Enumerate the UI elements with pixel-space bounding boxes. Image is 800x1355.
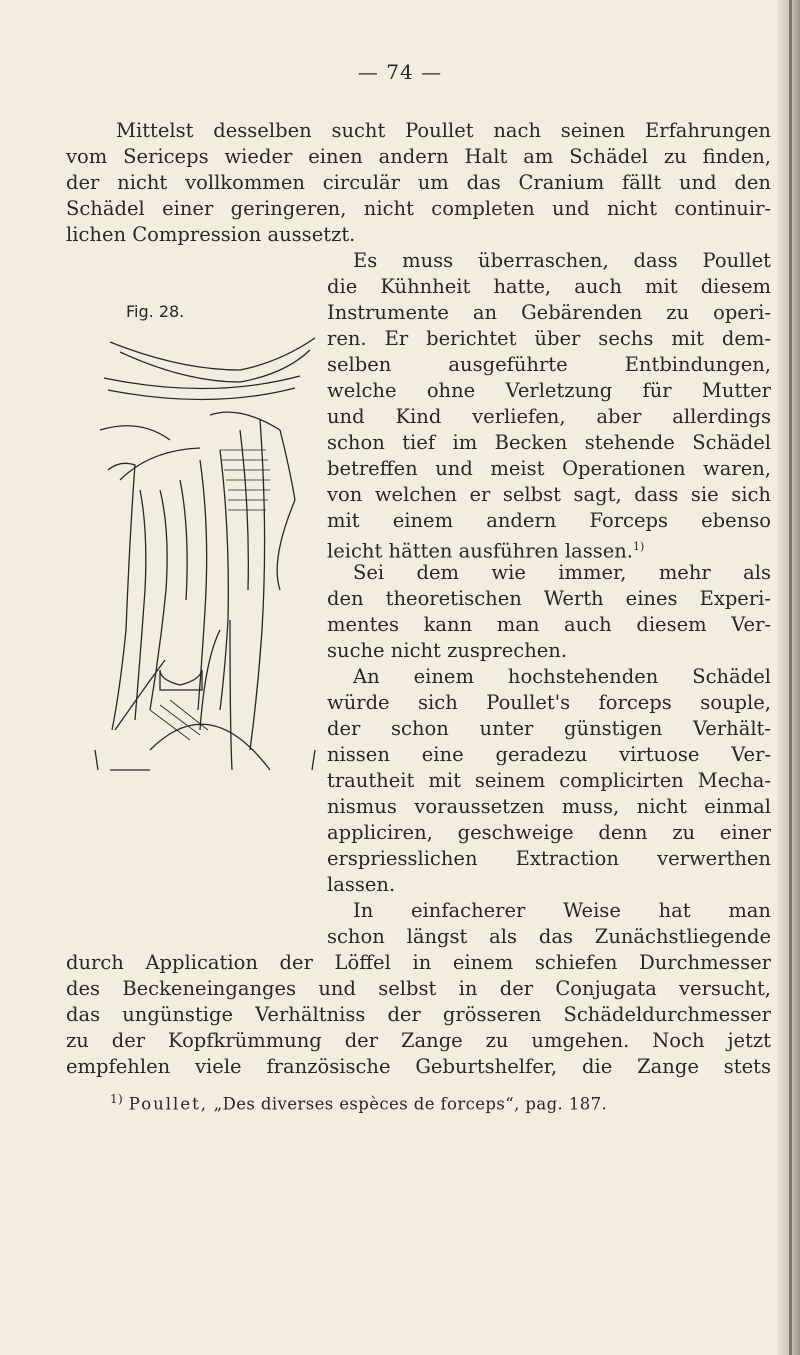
page-edge-shadow	[789, 0, 792, 1355]
text-line: lassen.	[327, 873, 396, 896]
footnote-text: „Des diverses espèces de forceps“, pag. 187.	[213, 1094, 608, 1114]
text-line: Instrumente an Gebärenden zu operi-	[327, 301, 771, 324]
text-line: nismus voraussetzen muss, nicht einmal	[327, 795, 771, 818]
text-line: lichen Compression aussetzt.	[66, 223, 356, 246]
footnote-marker: 1)	[110, 1092, 124, 1106]
text-line: der nicht vollkommen circulär um das Cranium fällt und den	[66, 171, 771, 194]
text-line: ren. Er berichtet über sechs mit dem-	[327, 327, 771, 350]
text-line: zu der Kopfkrümmung der Zange zu umgehen. Noch jetzt	[66, 1029, 771, 1052]
text-line: Schädel einer geringeren, nicht completen und nicht continuir-	[66, 197, 771, 220]
text-line: mit einem andern Forceps ebenso	[327, 509, 771, 532]
text-line: und Kind verliefen, aber allerdings	[327, 405, 771, 428]
footnote-reference: 1)	[633, 540, 645, 553]
text-line: In einfacherer Weise hat man	[353, 899, 771, 922]
text-line: betreffen und meist Operationen waren,	[327, 457, 771, 480]
text-line: appliciren, geschweige denn zu einer	[327, 821, 771, 844]
page-number: — 74 —	[357, 60, 443, 84]
text-line: leicht hätten ausführen lassen.$^{1)}$	[327, 539, 645, 563]
text-line: suche nicht zusprechen.	[327, 639, 568, 662]
text-line: den theoretischen Werth eines Experi-	[327, 587, 771, 610]
text-line: trautheit mit seinem complicirten Mecha-	[327, 769, 771, 792]
text-line: schon tief im Becken stehende Schädel	[327, 431, 771, 454]
text-line: Mittelst desselben sucht Poullet nach seinen Erfahrungen	[116, 119, 771, 142]
text-line: schon längst als das Zunächstliegende	[327, 925, 771, 948]
text-line: durch Application der Löffel in einem schiefen Durchmesser	[66, 951, 771, 974]
forceps-illustration	[90, 330, 320, 772]
text-line: welche ohne Verletzung für Mutter	[327, 379, 771, 402]
text-line: des Beckeneinganges und selbst in der Conjugata versucht,	[66, 977, 771, 1000]
text-line: Sei dem wie immer, mehr als	[353, 561, 771, 584]
text-line: selben ausgeführte Entbindungen,	[327, 353, 771, 376]
text-line: empfehlen viele französische Geburtshelfer, die Zange stets	[66, 1055, 771, 1078]
text-line: mentes kann man auch diesem Ver-	[327, 613, 771, 636]
figure-caption: Fig. 28.	[126, 302, 185, 321]
text-line: das ungünstige Verhältniss der grösseren Schädeldurchmesser	[66, 1003, 771, 1026]
text-line: Es muss überraschen, dass Poullet	[353, 249, 771, 272]
text-line: vom Sericeps wieder einen andern Halt am Schädel zu finden,	[66, 145, 771, 168]
text-line: die Kühnheit hatte, auch mit diesem	[327, 275, 771, 298]
text-line: nissen eine geradezu virtuose Ver-	[327, 743, 771, 766]
footnote	[110, 1092, 770, 1114]
text-line: erspriesslichen Extraction verwerthen	[327, 847, 771, 870]
text-line: würde sich Poullet's forceps souple,	[327, 691, 771, 714]
text-line: von welchen er selbst sagt, dass sie sich	[327, 483, 771, 506]
text-line: An einem hochstehenden Schädel	[353, 665, 771, 688]
text-line: der schon unter günstigen Verhält-	[327, 717, 771, 740]
footnote-author: Poullet,	[128, 1094, 208, 1114]
